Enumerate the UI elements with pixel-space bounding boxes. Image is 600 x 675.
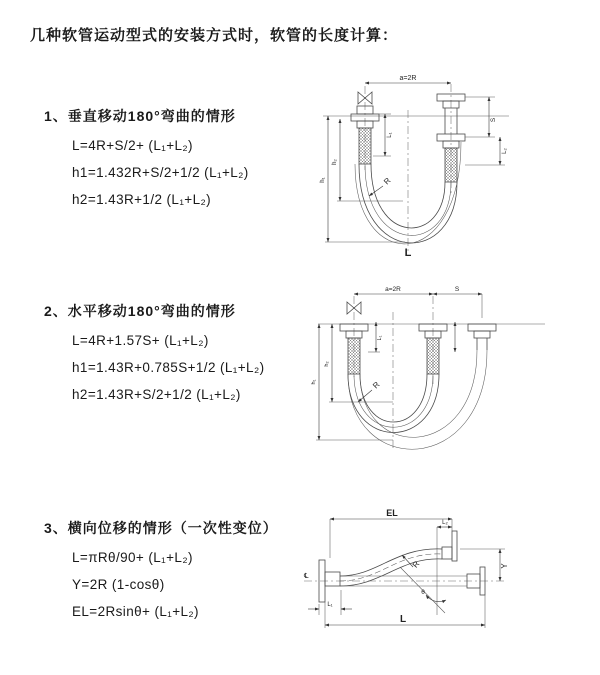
dim-label-l2: L₂ (502, 148, 508, 154)
dim-label-radius: R (382, 176, 393, 187)
hose-u-bend (348, 374, 439, 433)
diagram-vertical-movement-180-bend (313, 70, 600, 260)
formula: h2=1.43R+1/2 (L₁+L₂) (72, 192, 212, 207)
dim-label-span: a=2R (385, 286, 401, 293)
centerline-symbol: ℄ (304, 573, 309, 580)
formula: Y=2R (1-cosθ) (72, 577, 165, 592)
dim-label-h2: h₂ (324, 361, 330, 367)
dim-label-y: Y (500, 563, 509, 569)
dim-label-stroke: S (454, 286, 460, 293)
dim-label-stroke: S (490, 117, 497, 123)
dim-label-radius: R (371, 380, 382, 391)
diagram-horizontal-movement-180-bend (310, 282, 600, 454)
dim-label-theta: θ (421, 589, 425, 596)
hose-s-curve (340, 549, 442, 586)
formula: h1=1.432R+S/2+1/2 (L₁+L₂) (72, 165, 249, 180)
section-2 (44, 301, 264, 408)
dim-label-h1: h₁ (311, 379, 317, 385)
formula: h1=1.43R+0.785S+1/2 (L₁+L₂) (72, 360, 265, 375)
dim-label-l1: L₁ (327, 602, 333, 608)
dim-label-l2: L₂ (442, 520, 448, 526)
dim-label-l1: L₁ (387, 132, 393, 138)
dim-label-l1: L₁ (377, 335, 383, 341)
dim-label-length: L (404, 247, 412, 259)
upper-flange (442, 531, 457, 561)
hose-u-bend-shifted (348, 350, 487, 449)
diagram-lateral-displacement (300, 503, 600, 651)
page-title: 几种软管运动型式的安装方式时，软管的长度计算： (30, 27, 399, 44)
dim-label-h1: h₁ (320, 177, 326, 183)
section-heading: 2、水平移动180°弯曲的情形 (44, 303, 236, 319)
dim-label-el: EL (386, 508, 398, 518)
dim-label-radius: R (410, 559, 422, 570)
dim-label-length: L (399, 614, 407, 625)
section-heading: 3、横向位移的情形（一次性变位） (44, 520, 278, 536)
formula: EL=2Rsinθ+ (L₁+L₂) (72, 604, 199, 619)
formula: L=4R+1.57S+ (L₁+L₂) (72, 333, 209, 348)
shifted-flange-assembly (468, 324, 496, 350)
dim-label-h2: h₂ (332, 159, 338, 165)
formula: h2=1.43R+S/2+1/2 (L₁+L₂) (72, 387, 241, 402)
section-1 (44, 106, 249, 213)
section-heading: 1、垂直移动180°弯曲的情形 (44, 108, 236, 124)
formula: L=πRθ/90+ (L₁+L₂) (72, 550, 193, 565)
dim-label-span: a=2R (399, 75, 417, 82)
section-3 (44, 518, 278, 625)
formula: L=4R+S/2+ (L₁+L₂) (72, 138, 193, 153)
